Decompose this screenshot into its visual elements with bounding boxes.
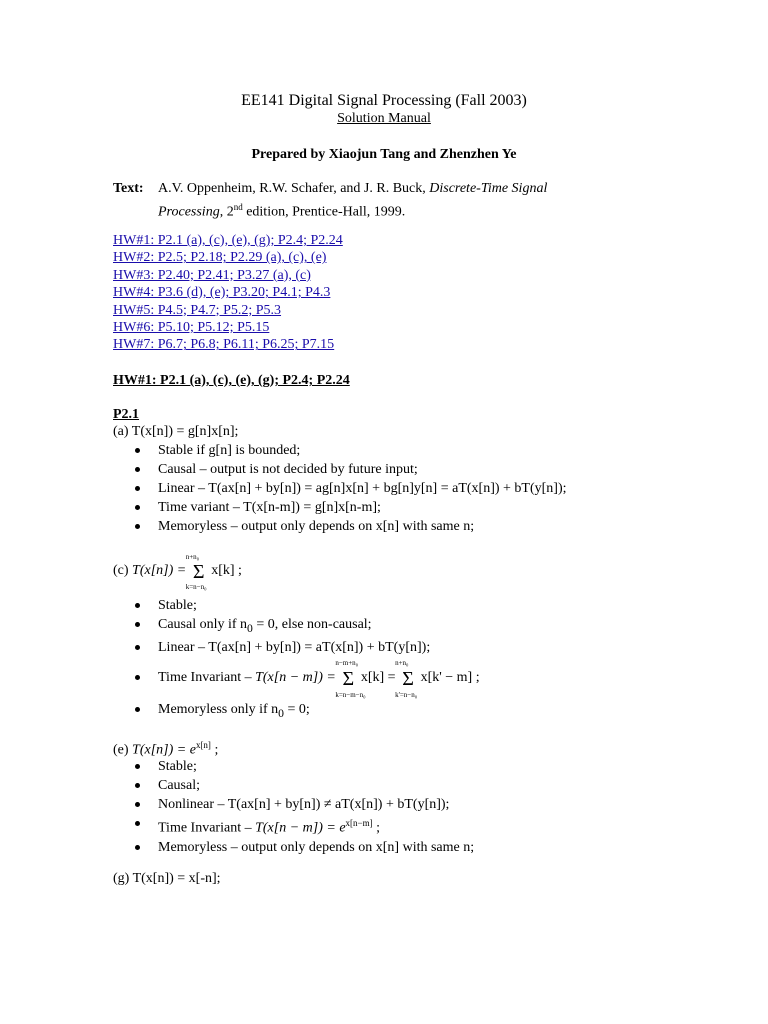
summation-symbol: Σ n−m+n₀ k=n−m−n₀ (335, 658, 366, 699)
memoryless-subscript: 0 (278, 706, 284, 720)
reference-edition-number: 2 (226, 204, 234, 220)
sum-lower-limit: k'=n−n₀ (395, 690, 418, 699)
part-c-bullet (113, 615, 480, 638)
document-subtitle: Solution Manual (337, 111, 431, 126)
problem-heading-p2-1: P2.1 (113, 407, 140, 422)
reference-publisher: edition, Prentice-Hall, 1999. (246, 204, 406, 220)
textbook-reference: A.V. Oppenheim, R.W. Schafer, and J. R. Buck, Discrete-Time Signal Processing, 2nd edition, Prentice-Hall, 1999. (158, 181, 548, 220)
part-c-rhs: x[k] ; (211, 563, 242, 578)
hw-link-7[interactable]: HW#7: P6.7; P6.8; P6.11; P6.25; P7.15 (113, 337, 335, 353)
hw-link-1[interactable]: HW#1: P2.1 (a), (c), (e), (g); P2.4; P2.24 (113, 233, 343, 248)
part-e-end: ; (214, 742, 219, 758)
sum-lower-limit: k=n−m−n₀ (335, 690, 366, 699)
part-a-bullet: Time variant – T(x[n-m]) = g[n]x[n-m]; (113, 498, 567, 517)
part-a-bullet: Linear – T(ax[n] + by[n]) = ag[n]x[n] + bg[n]y[n] = aT(x[n]) + bT(y[n]); (113, 479, 567, 498)
hw-link-5[interactable]: HW#5: P4.5; P4.7; P5.2; P5.3 (113, 302, 282, 318)
part-e-bullet: Causal; (113, 776, 474, 795)
summation-symbol: Σ n+n₀ k=n−n₀ (185, 553, 207, 591)
document-title: EE141 Digital Signal Processing (Fall 2003) (241, 92, 527, 109)
reference-edition-suffix: nd (233, 202, 243, 212)
part-e-base: T(x[n]) = e (132, 742, 196, 758)
authors-line: Prepared by Xiaojun Tang and Zhenzhen Ye (251, 147, 517, 162)
part-a-bullets (113, 441, 567, 536)
part-e-formula (113, 737, 218, 759)
part-e-bullet: Stable; (113, 757, 474, 776)
summation-symbol: Σ n+n₀ k'=n−n₀ (395, 658, 418, 699)
part-c-label: (c) (113, 563, 129, 578)
ti-prefix: Time Invariant – (158, 820, 252, 836)
part-e-bullet (113, 814, 474, 838)
sum-lower-limit: k=n−n₀ (185, 583, 207, 591)
part-c-lhs: T(x[n]) = (132, 563, 187, 578)
memoryless-rest: = 0; (283, 701, 310, 717)
reference-authors: A.V. Oppenheim, R.W. Schafer, and J. R. Buck, (158, 181, 426, 196)
part-c-formula (113, 553, 242, 591)
homework-link-list (113, 232, 343, 354)
text-label: Text: (113, 181, 144, 196)
ti-rhs: x[k' − m] ; (420, 669, 480, 685)
causal-text: Causal only if n (158, 617, 248, 632)
ti-prefix: Time Invariant – (158, 669, 252, 685)
part-c-bullet (113, 700, 480, 723)
part-a-bullet: Stable if g[n] is bounded; (113, 441, 567, 460)
sum-upper-limit: n−m+n₀ (335, 658, 359, 667)
sum-upper-limit: n+n₀ (395, 658, 409, 667)
part-g-label: (g) T(x[n]) = x[-n]; (113, 871, 221, 886)
ti-end: ; (376, 820, 381, 836)
part-e-bullet: Memoryless – output only depends on x[n] with same n; (113, 838, 474, 857)
section-heading-hw1: HW#1: P2.1 (a), (c), (e), (g); P2.4; P2.24 (113, 373, 350, 388)
causal-rest: = 0, else non-causal; (252, 617, 372, 632)
part-a-bullet: Causal – output is not decided by future input; (113, 460, 567, 479)
part-a-bullet: Memoryless – output only depends on x[n] with same n; (113, 517, 567, 536)
part-c-bullets (113, 596, 480, 723)
part-c-bullet: Linear – T(ax[n] + by[n]) = aT(x[n]) + bT(y[n]); (113, 638, 480, 657)
hw-link-6[interactable]: HW#6: P5.10; P5.12; P5.15 (113, 320, 270, 336)
sum-upper-limit: n+n₀ (185, 553, 200, 561)
ti-lhs: T(x[n − m]) = (255, 669, 336, 685)
ti-mid: x[k] = (360, 669, 396, 685)
part-c-bullet (113, 658, 480, 699)
hw-link-3[interactable]: HW#3: P2.40; P2.41; P3.27 (a), (c) (113, 267, 311, 283)
causal-subscript: 0 (247, 621, 253, 635)
part-e-bullet: Nonlinear – T(ax[n] + by[n]) ≠ aT(x[n]) + bT(y[n]); (113, 795, 474, 814)
reference-book-title: Discrete-Time Signal Processing (158, 181, 548, 220)
hw-link-4[interactable]: HW#4: P3.6 (d), (e); P3.20; P4.1; P4.3 (113, 285, 331, 301)
memoryless-text: Memoryless only if n (158, 701, 279, 717)
part-a-label: (a) T(x[n]) = g[n]x[n]; (113, 424, 239, 439)
part-e-label: (e) (113, 742, 129, 758)
part-c-bullet: Stable; (113, 596, 480, 615)
hw-link-2[interactable]: HW#2: P2.5; P2.18; P2.29 (a), (c), (e) (113, 250, 327, 266)
part-e-exponent: x[n] (195, 740, 211, 750)
part-e-bullets (113, 757, 474, 857)
ti-exponent: x[n−m] (345, 818, 373, 828)
ti-formula: T(x[n − m]) = e (255, 820, 346, 836)
